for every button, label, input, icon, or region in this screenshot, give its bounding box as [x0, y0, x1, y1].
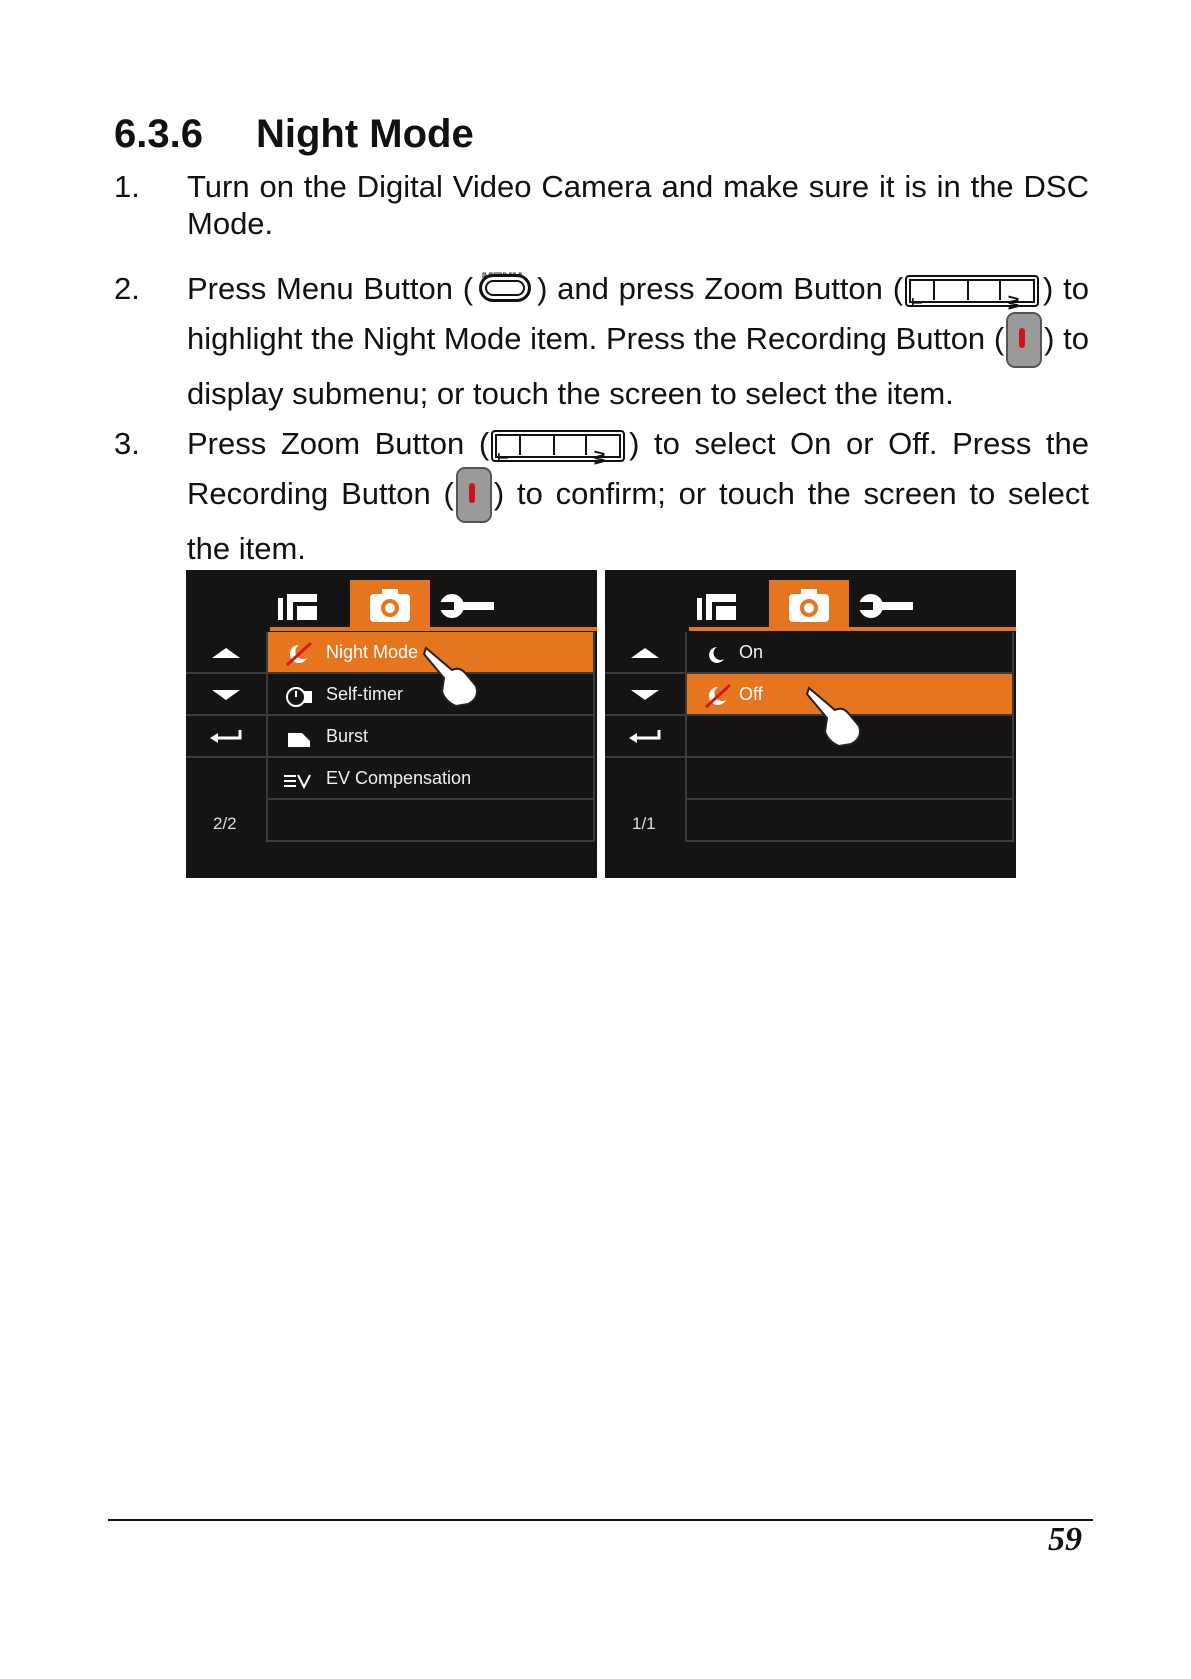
tab-camera-settings[interactable]	[769, 580, 849, 628]
section-number: 6.3.6	[114, 112, 203, 156]
back-button[interactable]	[186, 716, 266, 758]
triangle-down-icon	[186, 674, 266, 714]
step-text: ) and press Zoom Button (	[537, 271, 904, 306]
step-number: 2.	[114, 271, 140, 306]
return-arrow-icon	[186, 716, 266, 756]
tab-underline	[270, 627, 597, 631]
camera-icon	[769, 580, 849, 628]
back-button[interactable]	[605, 716, 685, 758]
scroll-up-button[interactable]	[605, 632, 685, 674]
step-number: 1.	[114, 169, 140, 204]
step-text: Turn on the Digital Video Camera and make sure it is in the DSC Mode.	[187, 169, 1089, 241]
step-number: 3.	[114, 426, 140, 461]
wrench-icon	[849, 580, 929, 628]
film-icon	[689, 580, 769, 628]
footer-rule	[108, 1519, 1093, 1521]
step-text: ) to confirm; or touch the screen to select the item.	[187, 476, 1089, 566]
triangle-up-icon	[605, 632, 685, 672]
step-text: Press Zoom Button (	[187, 426, 490, 461]
tab-video-settings[interactable]	[270, 580, 350, 628]
side-controls	[605, 632, 685, 758]
scroll-up-button[interactable]	[186, 632, 266, 674]
zoom-button-icon: T W	[489, 429, 629, 463]
record-button-icon	[454, 467, 494, 525]
tab-video-settings[interactable]	[689, 580, 769, 628]
scroll-down-button[interactable]	[186, 674, 266, 716]
scroll-down-button[interactable]	[605, 674, 685, 716]
page-number: 59	[1048, 1521, 1082, 1558]
step-1	[114, 168, 1089, 242]
step-3	[114, 420, 1089, 572]
camera-icon	[350, 580, 430, 628]
film-icon	[270, 580, 350, 628]
option-empty	[685, 800, 1014, 842]
step-text: ) to select On or Off. Press the Recording Button (	[187, 426, 1089, 512]
menu-item-empty	[266, 800, 595, 842]
page-indicator: 2/2	[213, 814, 237, 833]
step-text: Press Menu Button (	[187, 271, 474, 306]
tab-setup[interactable]	[430, 580, 510, 628]
section-title: Night Mode	[256, 112, 474, 156]
option-on[interactable]: On	[685, 632, 1014, 674]
tab-camera-settings[interactable]	[350, 580, 430, 628]
side-controls	[186, 632, 266, 758]
camera-screen-right	[605, 570, 1016, 878]
zoom-button-icon: T W	[903, 274, 1043, 308]
page-indicator: 1/1	[632, 814, 656, 833]
section-heading	[114, 112, 474, 157]
step-2	[114, 265, 1089, 417]
tab-setup[interactable]	[849, 580, 929, 628]
triangle-down-icon	[605, 674, 685, 714]
return-arrow-icon	[605, 716, 685, 756]
triangle-up-icon	[186, 632, 266, 672]
record-button-icon	[1004, 312, 1044, 370]
menu-item-ev-compensation[interactable]: EV Compensation	[266, 758, 595, 800]
menu-button-icon	[473, 260, 537, 304]
wrench-icon	[430, 580, 510, 628]
tab-underline	[689, 627, 1016, 631]
menu-item-burst[interactable]: Burst	[266, 716, 595, 758]
pointing-hand-icon	[422, 642, 482, 712]
option-off[interactable]: Off	[685, 674, 1014, 716]
menu-item-self-timer[interactable]: Self-timer	[266, 674, 595, 716]
pointing-hand-icon	[805, 682, 865, 752]
step-text: ) to display submenu; or touch the screen to select the item.	[187, 321, 1089, 411]
step-text: ) to highlight the Night Mode item. Press the Recording Button (	[187, 271, 1089, 357]
camera-screen-left	[186, 570, 597, 878]
menu-item-night-mode[interactable]: Night Mode	[266, 632, 595, 674]
option-empty	[685, 758, 1014, 800]
